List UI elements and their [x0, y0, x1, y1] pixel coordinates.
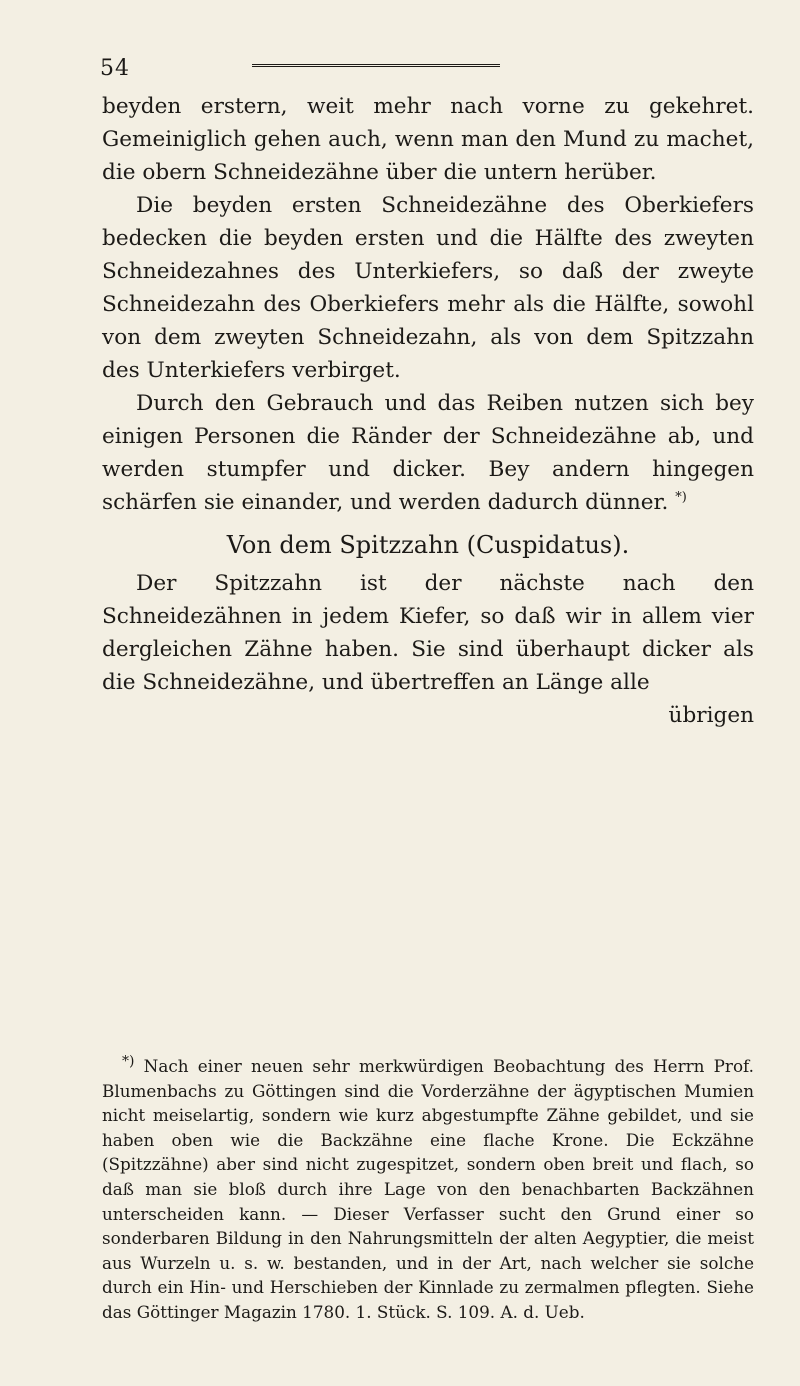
- paragraph-3: [102, 387, 754, 519]
- footnote-text: Nach einer neuen sehr merkwürdigen Beobachtung des Herrn Prof. Blumenbachs zu Göttingen sind die Vorderzähne der ägyptischen Mumien nicht meiselartig, sondern wie kurz abgestumpfte Zähne gebildet, und sie haben oben wie die Backzähne eine flache Krone. Die Eckzähne (Spitzzähne) aber sind nicht zugespitzet, sondern oben breit und flach, so daß man sie bloß durch ihre Lage von den benachbarten Backzähnen unterscheiden kann. — Dieser Verfasser sucht den Grund einer so sonderbaren Bildung in den Nahrungsmitteln der alten Aegyptier, die meist aus Wurzeln u. s. w. bestanden, und in der Art, nach welcher sie solche durch ein Hin- und Herschieben der Kinnlade zu zermalmen pflegten. Siehe das Göttinger Magazin 1780. 1. Stück. S. 109. A. d. Ueb.: [102, 1056, 754, 1322]
- paragraph-2: Die beyden ersten Schneidezähne des Oberkiefers bedecken die beyden ersten und die Hälfte des zweyten Schneidezahnes des Unterkiefers, so daß der zweyte Schneidezahn des Oberkiefers mehr als die Hälfte, sowohl von dem zweyten Schneidezahn, als von dem Spitzzahn des Unterkiefers verbirget.: [102, 193, 754, 383]
- footnote-marker: *): [122, 1053, 135, 1070]
- footnote-paragraph: [102, 1054, 754, 1325]
- footnote-reference: *): [675, 489, 687, 505]
- paragraph-1: beyden erstern, weit mehr nach vorne zu gekehret. Gemeiniglich gehen auch, wenn man den Mund zu machet, die obern Schneidezähne über die untern herüber.: [102, 94, 754, 185]
- page-number: 54: [100, 56, 130, 81]
- main-text: [102, 90, 754, 732]
- section-heading: Von dem Spitzzahn (Cuspidatus).: [226, 531, 630, 559]
- footnote: [102, 1054, 754, 1325]
- section-paragraph: Der Spitzzahn ist der nächste nach den Schneidezähnen in jedem Kiefer, so daß wir in allem vier dergleichen Zähne haben. Sie sind überhaupt dicker als die Schneidezähne, und übertreffen an Länge alle: [102, 571, 754, 695]
- paragraph-3-text: Durch den Gebrauch und das Reiben nutzen sich bey einigen Personen die Ränder der Schneidezähne ab, und werden stumpfer und dicker. Bey andern hingegen schärfen sie einander, und werden dadurch dünner.: [102, 391, 754, 515]
- header-rule: [252, 64, 500, 67]
- catchword: übrigen: [668, 703, 754, 728]
